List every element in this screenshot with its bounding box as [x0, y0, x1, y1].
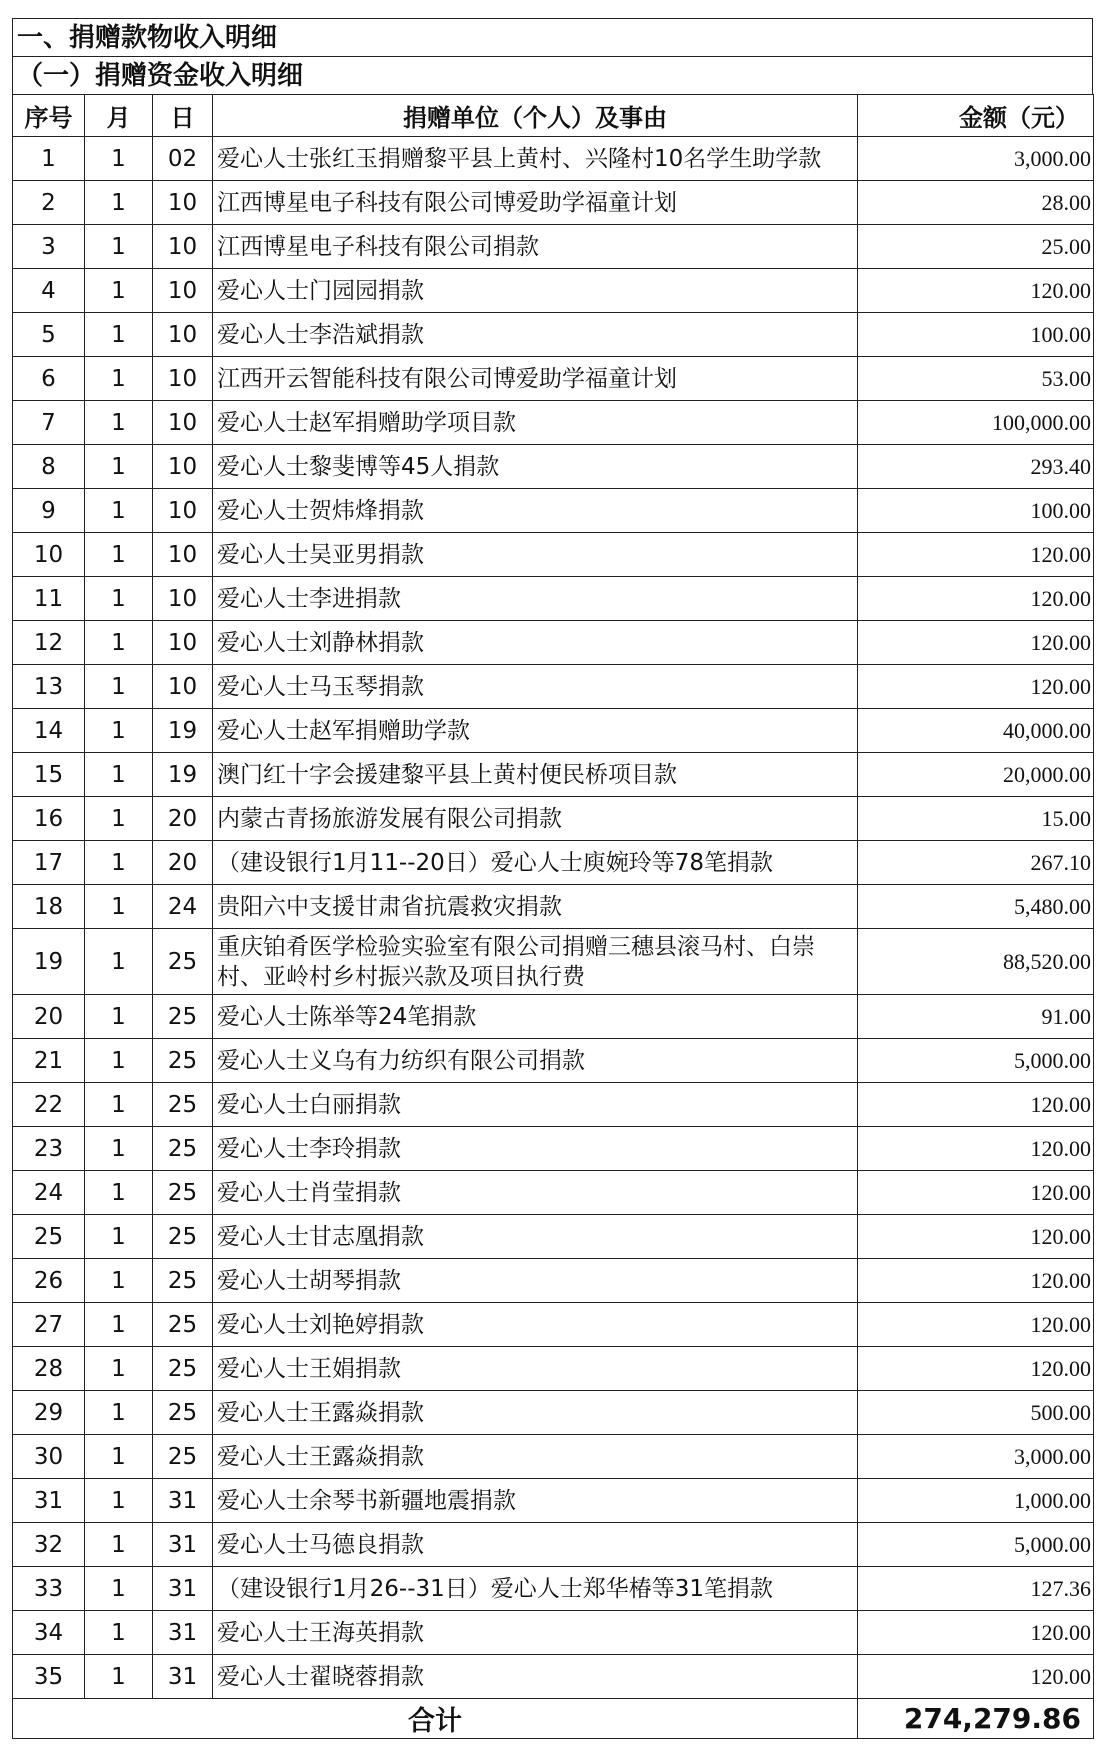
row-no: 3	[13, 225, 85, 269]
row-no: 14	[13, 709, 85, 753]
row-day: 10	[153, 577, 213, 621]
row-amount: 100.00	[858, 313, 1094, 357]
row-month: 1	[85, 1391, 153, 1435]
row-day: 24	[153, 885, 213, 929]
row-month: 1	[85, 709, 153, 753]
header-month: 月	[85, 95, 153, 137]
row-desc: 爱心人士王露焱捐款	[213, 1391, 858, 1435]
row-no: 20	[13, 995, 85, 1039]
row-amount: 120.00	[858, 269, 1094, 313]
table-row	[13, 137, 1094, 181]
row-no: 8	[13, 445, 85, 489]
row-month: 1	[85, 1039, 153, 1083]
total-row	[13, 1699, 1094, 1739]
row-desc: 爱心人士赵军捐赠助学项目款	[213, 401, 858, 445]
row-amount: 267.10	[858, 841, 1094, 885]
table-row	[13, 225, 1094, 269]
row-day: 31	[153, 1523, 213, 1567]
row-month: 1	[85, 753, 153, 797]
row-no: 22	[13, 1083, 85, 1127]
row-month: 1	[85, 665, 153, 709]
row-month: 1	[85, 1567, 153, 1611]
header-amount: 金额（元）	[858, 95, 1094, 137]
row-desc: （建设银行1月11--20日）爱心人士庾婉玲等78笔捐款	[213, 841, 858, 885]
row-day: 25	[153, 1039, 213, 1083]
row-month: 1	[85, 1655, 153, 1699]
row-month: 1	[85, 313, 153, 357]
row-desc: 爱心人士王海英捐款	[213, 1611, 858, 1655]
row-amount: 28.00	[858, 181, 1094, 225]
table-row	[13, 885, 1094, 929]
row-amount: 120.00	[858, 1347, 1094, 1391]
row-month: 1	[85, 1171, 153, 1215]
row-no: 1	[13, 137, 85, 181]
row-day: 10	[153, 181, 213, 225]
row-day: 10	[153, 665, 213, 709]
row-amount: 127.36	[858, 1567, 1094, 1611]
row-month: 1	[85, 1435, 153, 1479]
table-row	[13, 1479, 1094, 1523]
row-month: 1	[85, 885, 153, 929]
row-day: 31	[153, 1655, 213, 1699]
row-day: 25	[153, 1215, 213, 1259]
row-day: 10	[153, 489, 213, 533]
row-amount: 53.00	[858, 357, 1094, 401]
table-row	[13, 577, 1094, 621]
row-amount: 91.00	[858, 995, 1094, 1039]
row-no: 32	[13, 1523, 85, 1567]
row-day: 20	[153, 841, 213, 885]
row-no: 30	[13, 1435, 85, 1479]
row-month: 1	[85, 357, 153, 401]
total-label: 合计	[13, 1699, 858, 1739]
row-month: 1	[85, 1259, 153, 1303]
row-month: 1	[85, 1303, 153, 1347]
row-day: 10	[153, 401, 213, 445]
row-desc: 爱心人士翟晓蓉捐款	[213, 1655, 858, 1699]
row-month: 1	[85, 445, 153, 489]
table-row	[13, 1567, 1094, 1611]
row-no: 19	[13, 929, 85, 995]
row-month: 1	[85, 577, 153, 621]
row-desc: 爱心人士胡琴捐款	[213, 1259, 858, 1303]
row-month: 1	[85, 841, 153, 885]
subsection-title: （一）捐赠资金收入明细	[12, 56, 1093, 94]
row-amount: 120.00	[858, 533, 1094, 577]
row-no: 23	[13, 1127, 85, 1171]
table-row	[13, 995, 1094, 1039]
table-row	[13, 1611, 1094, 1655]
row-no: 35	[13, 1655, 85, 1699]
table-row	[13, 445, 1094, 489]
row-amount: 5,480.00	[858, 885, 1094, 929]
table-row	[13, 1215, 1094, 1259]
row-month: 1	[85, 1611, 153, 1655]
row-desc: 内蒙古青扬旅游发展有限公司捐款	[213, 797, 858, 841]
row-desc: 爱心人士余琴书新疆地震捐款	[213, 1479, 858, 1523]
table-row	[13, 313, 1094, 357]
row-desc: 爱心人士肖莹捐款	[213, 1171, 858, 1215]
row-desc: 爱心人士白丽捐款	[213, 1083, 858, 1127]
table-row	[13, 1039, 1094, 1083]
row-amount: 3,000.00	[858, 1435, 1094, 1479]
header-desc: 捐赠单位（个人）及事由	[213, 95, 858, 137]
row-desc: 爱心人士门园园捐款	[213, 269, 858, 313]
row-desc: 重庆铂肴医学检验实验室有限公司捐赠三穗县滚马村、白崇村、亚岭村乡村振兴款及项目执行费	[213, 929, 858, 995]
row-desc: 贵阳六中支援甘肃省抗震救灾捐款	[213, 885, 858, 929]
row-month: 1	[85, 1127, 153, 1171]
row-desc: 江西博星电子科技有限公司博爱助学福童计划	[213, 181, 858, 225]
table-body	[13, 137, 1094, 1699]
row-month: 1	[85, 1083, 153, 1127]
table-row	[13, 1171, 1094, 1215]
table-row	[13, 1303, 1094, 1347]
row-amount: 88,520.00	[858, 929, 1094, 995]
table-row	[13, 929, 1094, 995]
row-month: 1	[85, 1347, 153, 1391]
row-no: 28	[13, 1347, 85, 1391]
table-row	[13, 533, 1094, 577]
row-month: 1	[85, 489, 153, 533]
header-no: 序号	[13, 95, 85, 137]
table-row	[13, 709, 1094, 753]
row-day: 31	[153, 1611, 213, 1655]
row-no: 5	[13, 313, 85, 357]
row-amount: 120.00	[858, 1215, 1094, 1259]
table-row	[13, 1347, 1094, 1391]
table-row	[13, 797, 1094, 841]
row-desc: 爱心人士王娟捐款	[213, 1347, 858, 1391]
table-row	[13, 401, 1094, 445]
row-month: 1	[85, 137, 153, 181]
row-amount: 100,000.00	[858, 401, 1094, 445]
row-desc: 江西博星电子科技有限公司捐款	[213, 225, 858, 269]
row-amount: 120.00	[858, 577, 1094, 621]
row-amount: 5,000.00	[858, 1039, 1094, 1083]
row-month: 1	[85, 621, 153, 665]
row-desc: 爱心人士王露焱捐款	[213, 1435, 858, 1479]
row-desc: 澳门红十字会援建黎平县上黄村便民桥项目款	[213, 753, 858, 797]
row-desc: 爱心人士甘志凰捐款	[213, 1215, 858, 1259]
row-month: 1	[85, 995, 153, 1039]
table-row	[13, 1523, 1094, 1567]
row-desc: 爱心人士吴亚男捐款	[213, 533, 858, 577]
row-day: 25	[153, 1303, 213, 1347]
row-day: 25	[153, 929, 213, 995]
row-month: 1	[85, 181, 153, 225]
row-day: 25	[153, 1171, 213, 1215]
row-amount: 293.40	[858, 445, 1094, 489]
row-amount: 120.00	[858, 665, 1094, 709]
row-day: 10	[153, 445, 213, 489]
row-amount: 100.00	[858, 489, 1094, 533]
header-row	[13, 95, 1094, 137]
row-day: 10	[153, 313, 213, 357]
table-row	[13, 1655, 1094, 1699]
row-no: 9	[13, 489, 85, 533]
row-day: 20	[153, 797, 213, 841]
row-no: 18	[13, 885, 85, 929]
table-row	[13, 1259, 1094, 1303]
table-row	[13, 1435, 1094, 1479]
row-amount: 3,000.00	[858, 137, 1094, 181]
row-month: 1	[85, 225, 153, 269]
donation-table	[12, 94, 1094, 1739]
table-row	[13, 1083, 1094, 1127]
table-row	[13, 1391, 1094, 1435]
row-amount: 15.00	[858, 797, 1094, 841]
row-desc: 爱心人士李浩斌捐款	[213, 313, 858, 357]
row-month: 1	[85, 929, 153, 995]
row-no: 12	[13, 621, 85, 665]
row-day: 25	[153, 1127, 213, 1171]
row-amount: 5,000.00	[858, 1523, 1094, 1567]
row-amount: 120.00	[858, 1083, 1094, 1127]
table-row	[13, 841, 1094, 885]
header-day: 日	[153, 95, 213, 137]
row-no: 31	[13, 1479, 85, 1523]
row-amount: 500.00	[858, 1391, 1094, 1435]
row-amount: 120.00	[858, 1611, 1094, 1655]
row-desc: 爱心人士赵军捐赠助学款	[213, 709, 858, 753]
row-no: 6	[13, 357, 85, 401]
row-amount: 1,000.00	[858, 1479, 1094, 1523]
row-desc: 爱心人士张红玉捐赠黎平县上黄村、兴隆村10名学生助学款	[213, 137, 858, 181]
row-desc: 爱心人士义乌有力纺织有限公司捐款	[213, 1039, 858, 1083]
row-desc: 爱心人士李玲捐款	[213, 1127, 858, 1171]
row-day: 10	[153, 225, 213, 269]
row-day: 19	[153, 753, 213, 797]
row-day: 10	[153, 621, 213, 665]
row-no: 16	[13, 797, 85, 841]
row-no: 33	[13, 1567, 85, 1611]
row-no: 2	[13, 181, 85, 225]
row-amount: 120.00	[858, 1655, 1094, 1699]
row-day: 25	[153, 1435, 213, 1479]
row-day: 19	[153, 709, 213, 753]
row-day: 10	[153, 357, 213, 401]
row-no: 26	[13, 1259, 85, 1303]
row-desc: （建设银行1月26--31日）爱心人士郑华椿等31笔捐款	[213, 1567, 858, 1611]
row-month: 1	[85, 1215, 153, 1259]
table-row	[13, 357, 1094, 401]
row-desc: 爱心人士陈举等24笔捐款	[213, 995, 858, 1039]
row-amount: 120.00	[858, 1303, 1094, 1347]
row-no: 34	[13, 1611, 85, 1655]
donation-sheet	[12, 18, 1093, 1739]
row-amount: 20,000.00	[858, 753, 1094, 797]
row-desc: 爱心人士马玉琴捐款	[213, 665, 858, 709]
row-desc: 爱心人士刘静林捐款	[213, 621, 858, 665]
row-desc: 爱心人士黎斐博等45人捐款	[213, 445, 858, 489]
table-row	[13, 181, 1094, 225]
row-day: 31	[153, 1479, 213, 1523]
table-row	[13, 621, 1094, 665]
row-no: 10	[13, 533, 85, 577]
row-amount: 120.00	[858, 1127, 1094, 1171]
row-day: 10	[153, 269, 213, 313]
row-no: 21	[13, 1039, 85, 1083]
row-amount: 25.00	[858, 225, 1094, 269]
table-row	[13, 489, 1094, 533]
total-amount: 274,279.86	[858, 1699, 1094, 1739]
row-desc: 江西开云智能科技有限公司博爱助学福童计划	[213, 357, 858, 401]
table-row	[13, 269, 1094, 313]
row-month: 1	[85, 401, 153, 445]
section-title: 一、捐赠款物收入明细	[12, 18, 1093, 56]
table-row	[13, 665, 1094, 709]
row-day: 25	[153, 1347, 213, 1391]
row-no: 7	[13, 401, 85, 445]
row-desc: 爱心人士刘艳婷捐款	[213, 1303, 858, 1347]
row-month: 1	[85, 797, 153, 841]
row-day: 25	[153, 1391, 213, 1435]
row-day: 25	[153, 1259, 213, 1303]
row-month: 1	[85, 533, 153, 577]
row-day: 25	[153, 1083, 213, 1127]
row-desc: 爱心人士李进捐款	[213, 577, 858, 621]
row-desc: 爱心人士马德良捐款	[213, 1523, 858, 1567]
row-day: 10	[153, 533, 213, 577]
row-no: 25	[13, 1215, 85, 1259]
row-month: 1	[85, 269, 153, 313]
row-month: 1	[85, 1479, 153, 1523]
row-day: 31	[153, 1567, 213, 1611]
row-desc: 爱心人士贺炜烽捐款	[213, 489, 858, 533]
row-no: 13	[13, 665, 85, 709]
row-no: 17	[13, 841, 85, 885]
row-amount: 120.00	[858, 621, 1094, 665]
row-no: 4	[13, 269, 85, 313]
row-no: 27	[13, 1303, 85, 1347]
row-no: 15	[13, 753, 85, 797]
row-amount: 120.00	[858, 1259, 1094, 1303]
row-no: 11	[13, 577, 85, 621]
row-day: 25	[153, 995, 213, 1039]
table-row	[13, 753, 1094, 797]
row-amount: 120.00	[858, 1171, 1094, 1215]
row-day: 02	[153, 137, 213, 181]
row-no: 24	[13, 1171, 85, 1215]
row-month: 1	[85, 1523, 153, 1567]
row-no: 29	[13, 1391, 85, 1435]
row-amount: 40,000.00	[858, 709, 1094, 753]
table-row	[13, 1127, 1094, 1171]
